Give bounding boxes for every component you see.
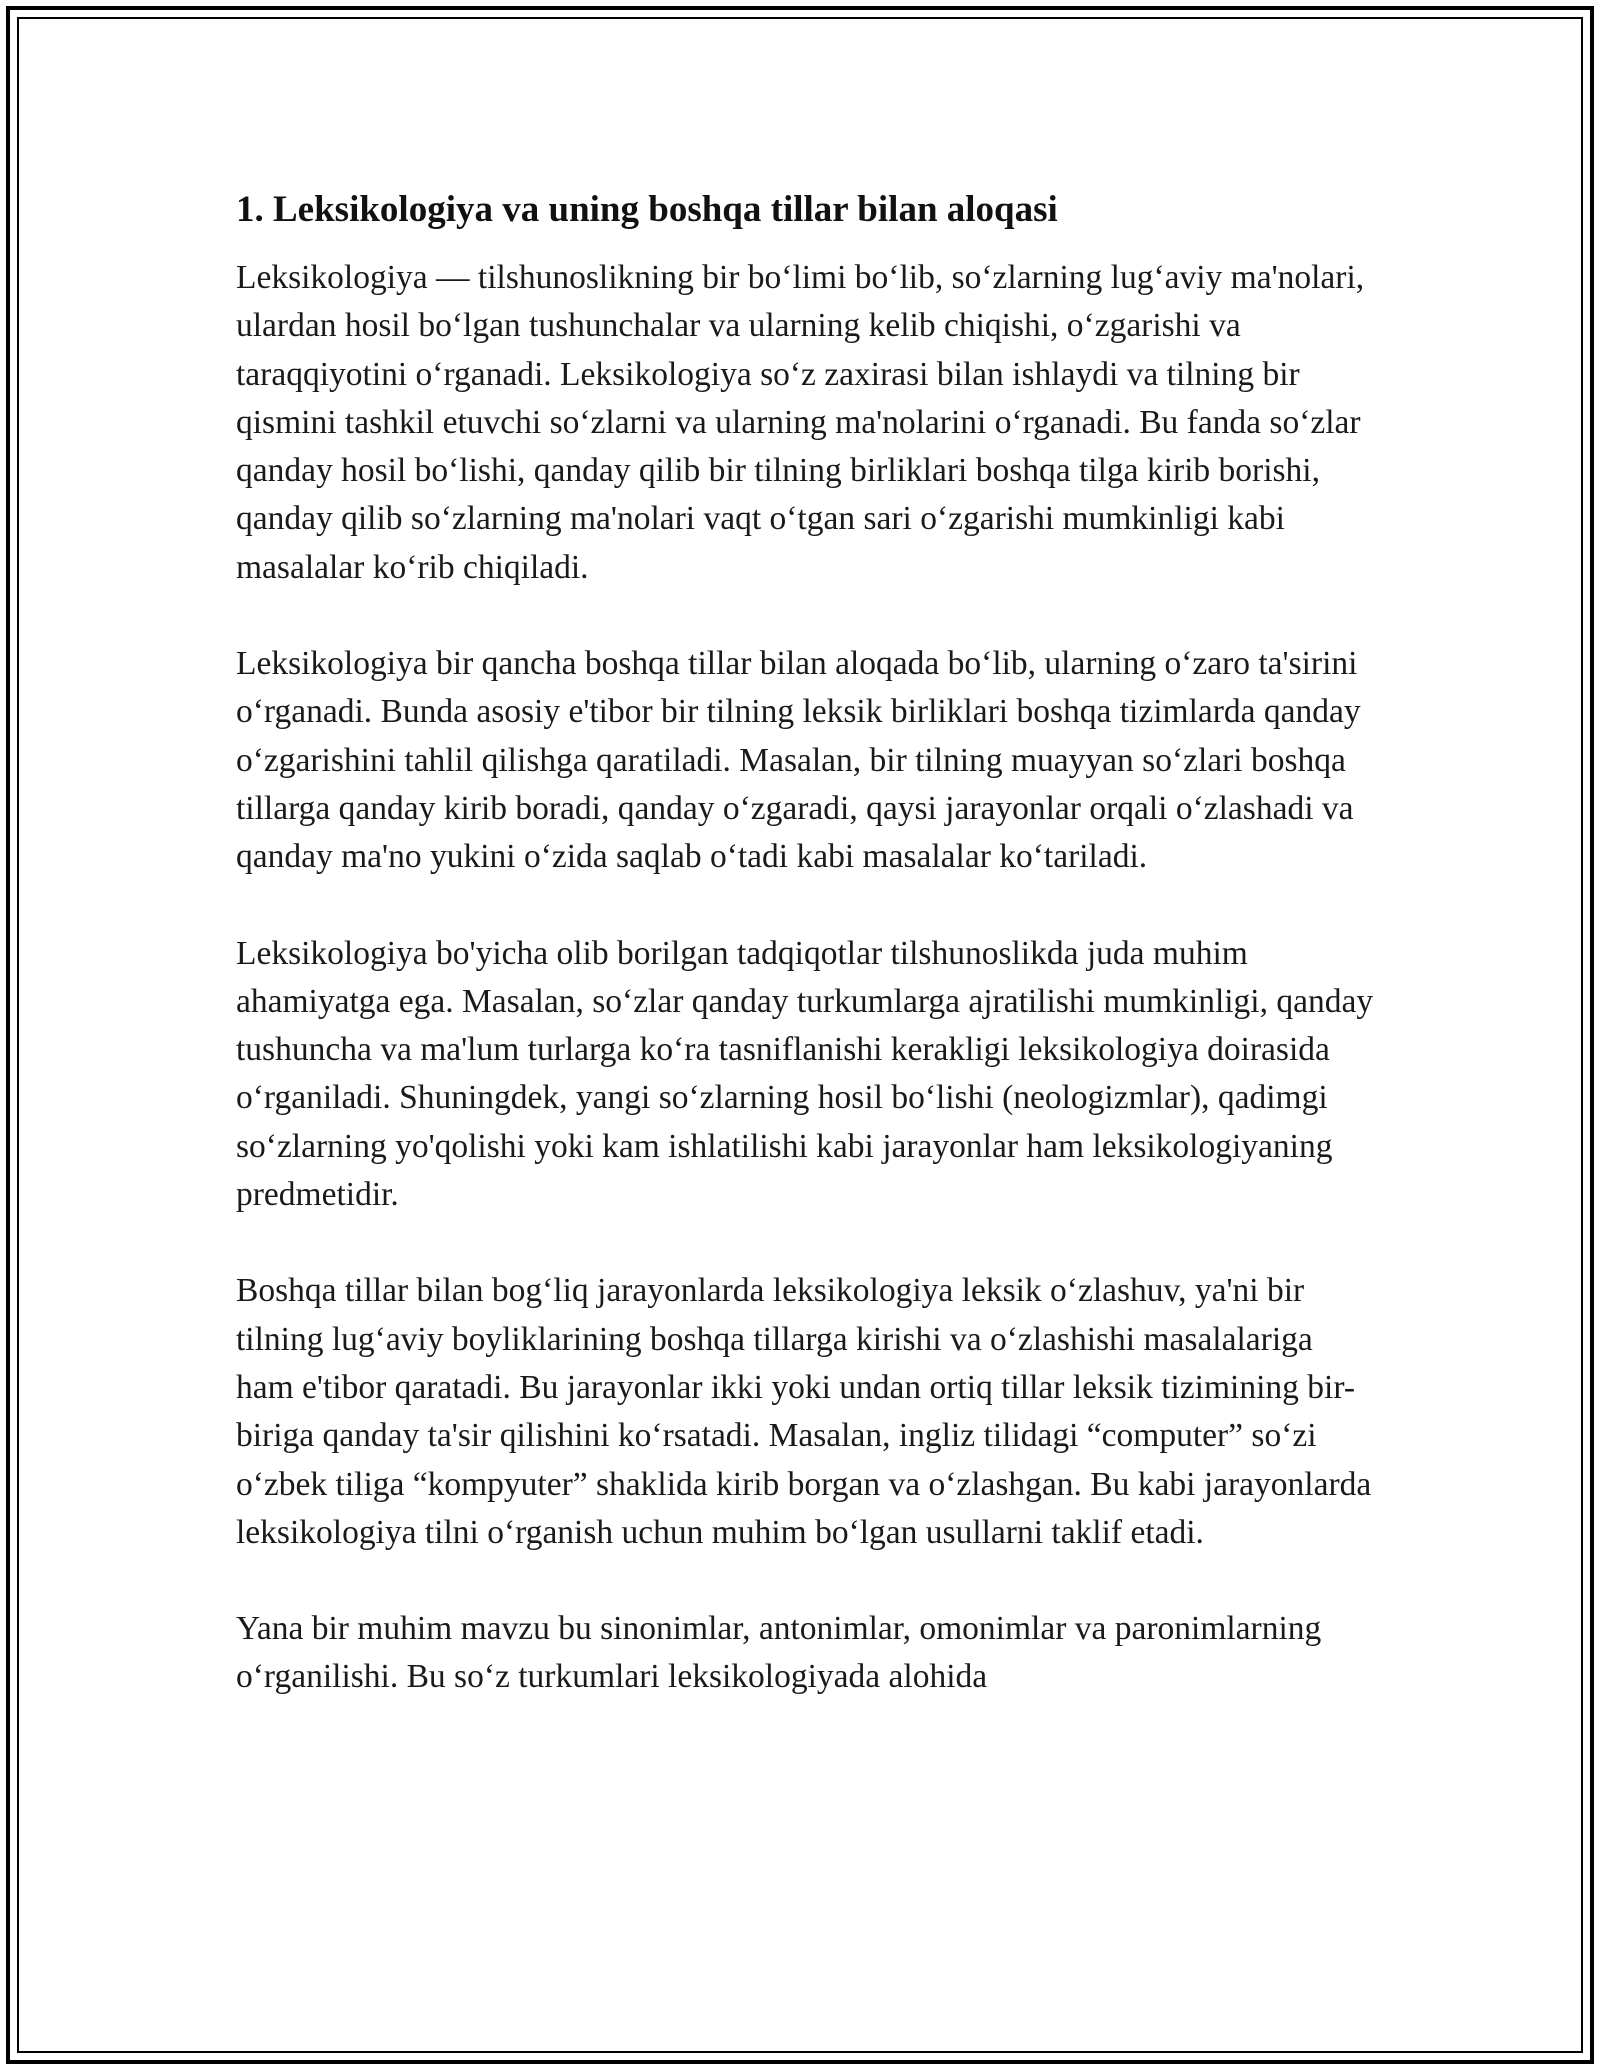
paragraph-4: Boshqa tillar bilan bog‘liq jarayonlarda leksikologiya leksik o‘zlashuv, ya'ni bir tilning lug‘aviy boyliklarining boshqa tillarga kirishi va o‘zlashishi masalalariga ham e'tibor qaratadi. Bu jarayonlar ikki yoki undan ortiq tillar leksik tizimining bir-biriga qanday ta'sir qilishini ko‘rsatadi. Masalan, ingliz tilidagi “computer” so‘zi o‘zbek tiliga “kompyuter” shaklida kirib borgan va o‘zlashgan. Bu kabi jarayonlarda leksikologiya tilni o‘rganish uchun muhim bo‘lgan usullarni taklif etadi. <box>236 1272 1372 1551</box>
document-body <box>236 186 1376 1750</box>
paragraph-5: Yana bir muhim mavzu bu sinonimlar, antonimlar, omonimlar va paronimlarning o‘rganilishi. Bu so‘z turkumlari leksikologiyada alohida <box>236 1610 1322 1696</box>
paragraph-1: Leksikologiya — tilshunoslikning bir bo‘limi bo‘lib, so‘zlarning lug‘aviy ma'nolari, ulardan hosil bo‘lgan tushunchalar va ularning kelib chiqishi, o‘zgarishi va taraqqiyotini o‘rganadi. Leksikologiya so‘z zaxirasi bilan ishlaydi va tilning bir qismini tashkil etuvchi so‘zlarni va ularning ma'nolarini o‘rganadi. Bu fanda so‘zlar qanday hosil bo‘lishi, qanday qilib bir tilning birliklari boshqa tilga kirib borishi, qanday qilib so‘zlarning ma'nolari vaqt o‘tgan sari o‘zgarishi mumkinligi kabi masalalar ko‘rib chiqiladi. <box>236 259 1365 586</box>
paragraph-2: Leksikologiya bir qancha boshqa tillar bilan aloqada bo‘lib, ularning o‘zaro ta'sirini o‘rganadi. Bunda asosiy e'tibor bir tilning leksik birliklari boshqa tizimlarda qanday o‘zgarishini tahlil qilishga qaratiladi. Masalan, bir tilning muayyan so‘zlari boshqa tillarga qanday kirib boradi, qanday o‘zgaradi, qaysi jarayonlar orqali o‘zlashadi va qanday ma'no yukini o‘zida saqlab o‘tadi kabi masalalar ko‘tariladi. <box>236 645 1361 876</box>
section-heading: 1. Leksikologiya va uning boshqa tillar bilan aloqasi <box>236 189 1058 230</box>
paragraph-3: Leksikologiya bo'yicha olib borilgan tadqiqotlar tilshunoslikda juda muhim ahamiyatga ega. Masalan, so‘zlar qanday turkumlarga ajratilishi mumkinligi, qanday tushuncha va ma'lum turlarga ko‘ra tasniflanishi kerakligi leksikologiya doirasida o‘rganiladi. Shuningdek, yangi so‘zlarning hosil bo‘lishi (neologizmlar), qadimgi so‘zlarning yo'qolishi yoki kam ishlatilishi kabi jarayonlar ham leksikologiyaning predmetidir. <box>236 934 1374 1214</box>
